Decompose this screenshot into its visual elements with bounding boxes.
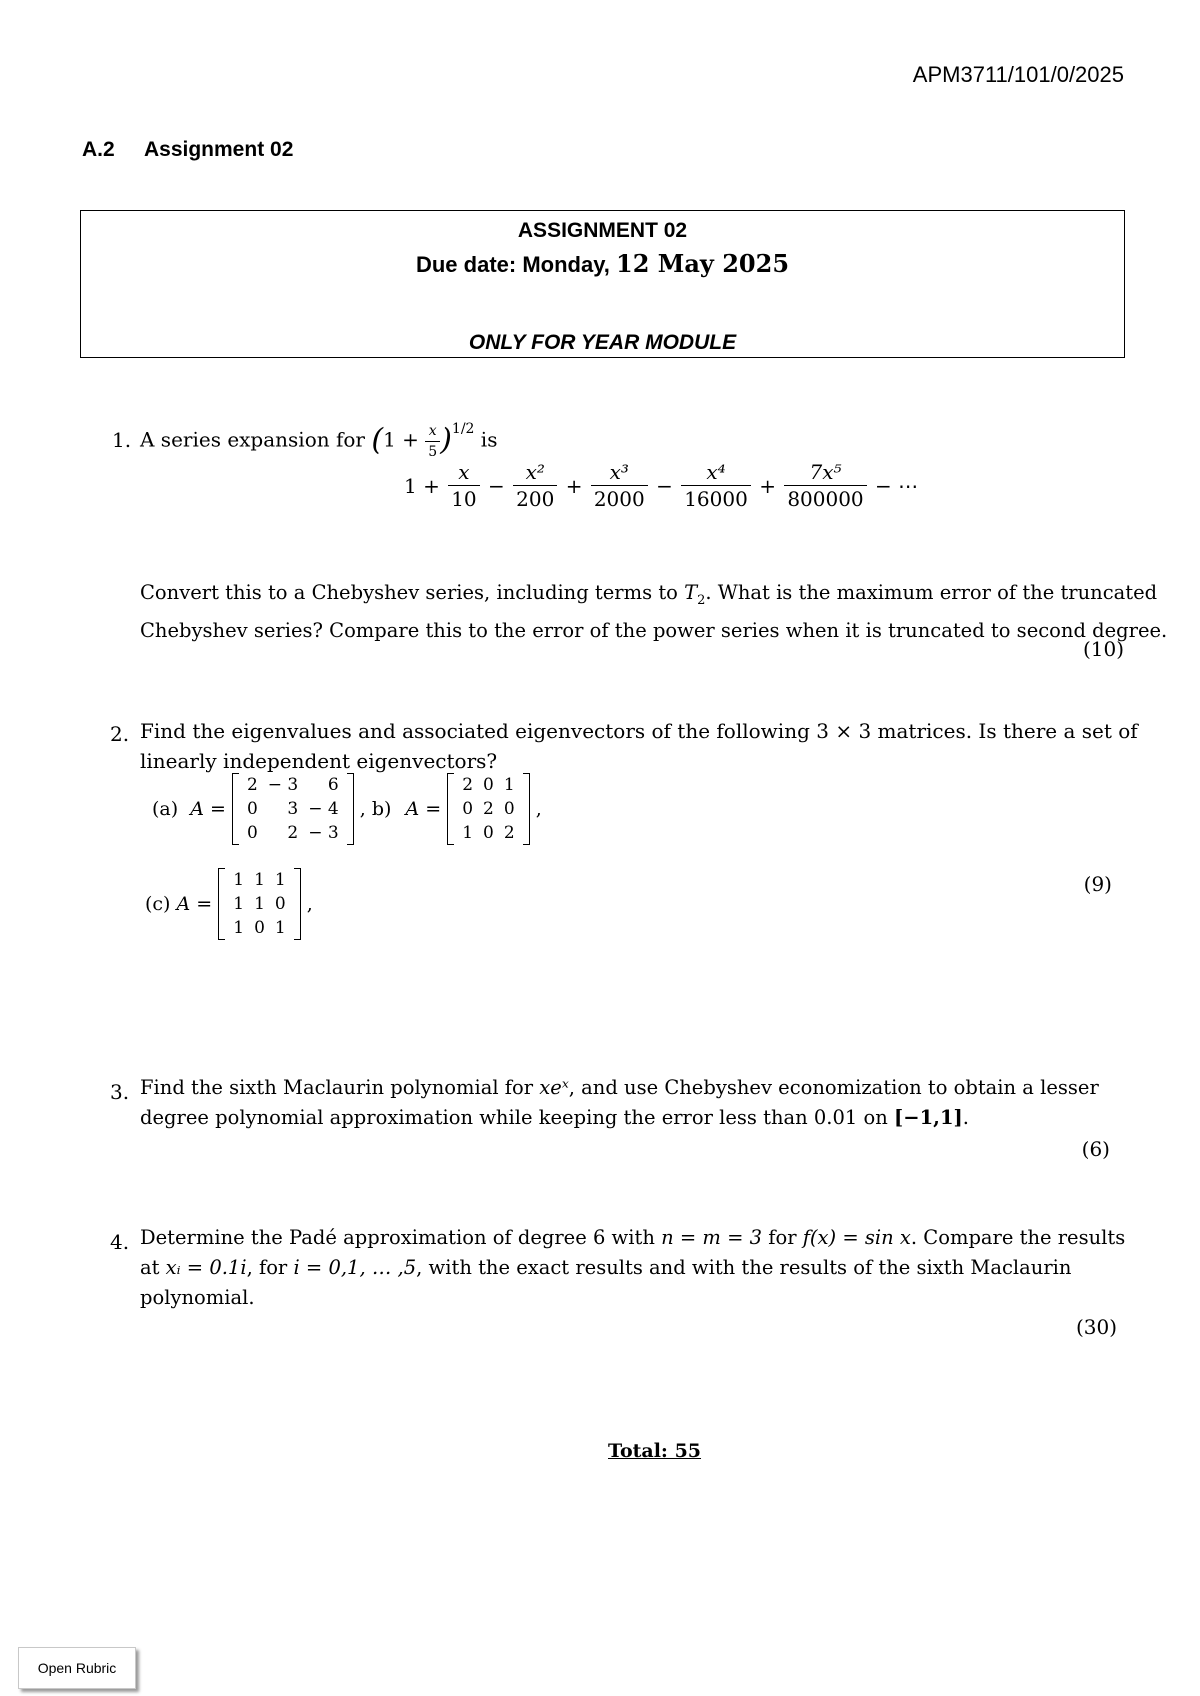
- total-marks: Total: 55: [608, 1440, 702, 1462]
- q4-text-c: . Compare the results: [910, 1226, 1126, 1249]
- q4-text-e: , with the exact results and with the results of the sixth Maclaurin: [416, 1256, 1072, 1279]
- q1-is: is: [480, 427, 498, 452]
- q2-label-b: , b): [359, 798, 392, 820]
- q2-label-a: (a): [152, 798, 179, 820]
- question-3-text: [140, 1073, 1140, 1133]
- q4-nm: n = m = 3: [661, 1226, 763, 1249]
- q1-op2: +: [565, 473, 583, 498]
- matrix-a-cell: 2: [246, 775, 258, 795]
- q1-op4: +: [759, 473, 776, 498]
- matrix-b-cell: 0: [483, 775, 494, 795]
- q2-label-c: (c): [145, 893, 171, 915]
- q1-term4-den: 16000: [681, 485, 751, 509]
- q3-function: xeˣ: [539, 1076, 569, 1099]
- q1-op3: −: [656, 473, 673, 498]
- matrix-a-cell: − 3: [267, 775, 299, 795]
- matrix-c: [218, 868, 300, 940]
- q2-lhs-c: A =: [176, 893, 213, 915]
- matrix-b-cell: 1: [462, 823, 474, 843]
- q1-term1-den: 10: [448, 485, 479, 509]
- matrix-a-cell: 0: [246, 799, 258, 819]
- q1-tail: − ⋯: [875, 473, 919, 498]
- matrix-a-cell: 2: [287, 823, 299, 843]
- matrix-c-cell: 1: [254, 894, 265, 914]
- matrix-b-cell: 1: [503, 775, 515, 795]
- matrix-b: [447, 773, 529, 845]
- matrix-b-row: [457, 797, 519, 821]
- year-module-note: ONLY FOR YEAR MODULE: [468, 331, 737, 354]
- q2-text-a: Find the eigenvalues and associated eigenvectors of the following: [140, 719, 810, 743]
- q2-comma: ,: [535, 798, 542, 820]
- q2-lhs-a: A =: [190, 798, 226, 820]
- q4-text-a: Determine the Padé approximation of degree 6 with: [140, 1226, 655, 1249]
- assignment-info-box: [80, 210, 1125, 358]
- matrix-a-cell: 6: [327, 775, 339, 795]
- q2-comma-c: ,: [306, 893, 313, 915]
- matrix-a-cell: − 3: [308, 823, 339, 843]
- matrix-a-row: [242, 821, 344, 845]
- q1-frac-denominator: 5: [425, 441, 440, 459]
- assignment-title: ASSIGNMENT 02: [517, 219, 688, 242]
- matrix-b-row: [457, 821, 519, 845]
- document-code: APM3711/101/0/2025: [912, 62, 1124, 87]
- question-1-number: 1.: [112, 428, 132, 452]
- due-date-line: [81, 249, 1124, 278]
- question-1-intro: A series expansion for (1 + $\frac{x}{5}$ )$^{1/2}$ is: [140, 421, 498, 460]
- q1-series-one: 1 +: [404, 473, 440, 498]
- section-number: A.2: [82, 138, 115, 161]
- q4-fx: f(x) = sin x: [802, 1226, 911, 1249]
- q4-text-b: for: [768, 1226, 797, 1249]
- matrix-c-cell: 0: [254, 918, 265, 938]
- q1-text-c: Chebyshev series? Compare this to the error of the power series when it is truncated to second degree.: [140, 618, 1168, 642]
- matrix-b-cell: 2: [483, 799, 494, 819]
- question-1-text: [140, 578, 1168, 646]
- matrix-a-row: [242, 797, 344, 821]
- q2-text-c: linearly independent eigenvectors?: [140, 749, 498, 773]
- q4-text-f: polynomial.: [140, 1286, 255, 1309]
- question-1-intro-text: A series expansion for: [140, 427, 365, 452]
- q1-term1-num: x: [458, 460, 470, 484]
- q1-t2: T: [684, 581, 698, 604]
- q4-at: at: [140, 1256, 160, 1279]
- matrix-b-cell: 2: [503, 823, 515, 843]
- q1-base-one: 1 +: [383, 427, 419, 452]
- matrix-a: [232, 773, 354, 845]
- q2-lhs-b: A =: [405, 798, 442, 820]
- q2-matrices-row-1: [152, 773, 542, 845]
- matrix-c-cell: 1: [233, 870, 245, 890]
- q1-term4-num: x⁴: [706, 460, 726, 484]
- q1-term2-num: x²: [525, 460, 545, 484]
- q2-text-b: matrices. Is there a set of: [877, 719, 1138, 743]
- q1-exponent: 1/2: [451, 421, 475, 437]
- question-2-number: 2.: [110, 722, 130, 746]
- matrix-b-cell: 0: [483, 823, 494, 843]
- question-4-marks: (30): [1075, 1315, 1117, 1339]
- matrix-c-cell: 1: [254, 870, 265, 890]
- q2-dims: 3 × 3: [816, 719, 872, 743]
- section-title: Assignment 02: [144, 138, 294, 161]
- q3-text-c: degree polynomial approximation while keeping the error less than 0.01 on: [140, 1106, 888, 1129]
- q4-irange: i = 0,1, … ,5: [293, 1256, 417, 1279]
- q4-xi: xᵢ = 0.1i: [165, 1256, 247, 1279]
- q4-text-d: , for: [246, 1256, 288, 1279]
- question-2-marks: (9): [1083, 872, 1112, 896]
- matrix-a-cell: − 4: [308, 799, 339, 819]
- matrix-c-cell: 1: [274, 870, 286, 890]
- matrix-c-cell: 0: [274, 894, 286, 914]
- q1-term5-num: 7x⁵: [809, 460, 842, 484]
- matrix-c-row: [228, 868, 290, 892]
- matrix-b-cell: 2: [462, 775, 474, 795]
- question-1-marks: (10): [1082, 637, 1124, 661]
- matrix-c-row: [228, 916, 290, 940]
- q1-term2-den: 200: [513, 485, 557, 509]
- matrix-a-row: [242, 773, 344, 797]
- q3-text-b: , and use Chebyshev economization to obtain a lesser: [568, 1076, 1099, 1099]
- q1-text-a: Convert this to a Chebyshev series, including terms to: [140, 581, 678, 604]
- due-date-value: 12 May 2025: [616, 249, 790, 278]
- q3-interval: [−1,1]: [894, 1106, 963, 1129]
- matrix-a-cell: 0: [246, 823, 258, 843]
- q1-frac-numerator: x: [428, 422, 437, 439]
- q2-matrices-row-2: [145, 868, 313, 940]
- matrix-b-cell: 0: [462, 799, 474, 819]
- q1-op1: −: [488, 473, 505, 498]
- matrix-c-cell: 1: [233, 918, 245, 938]
- section-heading: [82, 138, 293, 162]
- matrix-b-cell: 0: [503, 799, 515, 819]
- q3-text-a: Find the sixth Maclaurin polynomial for: [140, 1076, 534, 1099]
- q1-term5-den: 800000: [784, 485, 866, 509]
- question-2-text: [140, 716, 1140, 776]
- q1-term3-den: 2000: [591, 485, 648, 509]
- q1-t2-sub: 2: [697, 592, 706, 608]
- matrix-b-row: [457, 773, 519, 797]
- matrix-a-cell: 3: [287, 799, 299, 819]
- matrix-c-cell: 1: [233, 894, 245, 914]
- question-3-marks: (6): [1081, 1137, 1110, 1161]
- matrix-c-cell: 1: [274, 918, 286, 938]
- question-3-number: 3.: [110, 1080, 130, 1104]
- open-rubric-button[interactable]: Open Rubric: [18, 1647, 136, 1689]
- q1-text-b: . What is the maximum error of the truncated: [705, 581, 1158, 604]
- q3-period: .: [962, 1106, 969, 1129]
- matrix-c-row: [228, 892, 290, 916]
- due-date-prefix: Due date: Monday,: [415, 252, 610, 277]
- question-4-text: [140, 1223, 1150, 1313]
- q1-series: [402, 462, 920, 509]
- q1-term3-num: x³: [609, 460, 629, 484]
- question-4-number: 4.: [110, 1230, 130, 1254]
